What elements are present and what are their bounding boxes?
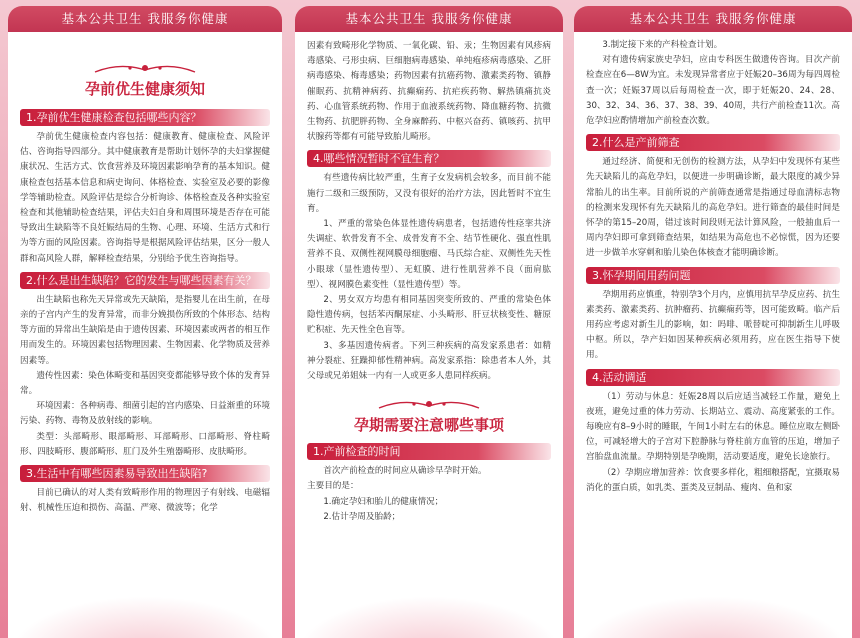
section-title <box>307 398 551 435</box>
section-heading: 4.哪些情况暂时不宜生育？ <box>307 150 551 167</box>
paragraph: 因素有致畸形化学物质、一氧化碳、铅、汞；生物因素有风疹病毒感染、弓形虫病、巨细胞病毒感染、单纯疱疹病毒感染、乙肝病毒感染、梅毒感染；药物因素有抗癌药物、激素类药物、镇静催眠药、抗精神病药、抗癫痫药、抗疟疾药物、解热镇痛抗炎药、心血管系统药物、作用于血液系统药物、降血糖药物、抗微生物药、抗肥胖药物、全身麻醉药、中枢兴奋药、镇咳药、抗甲状腺药等都有可能导致胎儿畸形。 <box>307 41 551 143</box>
paragraph: 通过经济、简便和无创伤的检测方法，从孕妇中发现怀有某些先天缺陷儿的高危孕妇，以便进一步明确诊断，最大限度的减少异常胎儿的出生率。目前所说的产前筛查通常是指通过母血清标志物的检测来发现怀有先天缺陷儿的高危孕妇。进行筛查的最佳时间是怀孕的第15–20周，错过该时间段则无法计算风险，一般抽血后一周内孕妇即可拿到筛查结果，如结果为高危也不必惊慌，因为还要进一步做羊水穿刺和胎儿染色体核查才能明确诊断。 <box>586 157 840 259</box>
paragraph: 孕前优生健康检查内容包括：健康教育、健康检查、风险评估、咨询指导四部分。其中健康教育是帮助计划怀孕的夫妇掌握健康状况、生活方式、饮食营养及环境因素影响孕育的基本知识。健康检查包括基本信息和病史询问、体格检查、实验室及必要的影像学等辅助检查。风险评估是综合分析询诊、体格检查及各种实验室检查和其他辅助检查结果，评估夫妇自身和周围环境是否存在可能导致出生缺陷等不良妊娠结局的生物、心理、环境、生活方式和行为等方面的风险因素。咨询指导是根据风险评估结果，区分一般人群和高风险人群，解释检查结果，分别给予优生咨询指导。 <box>20 132 270 264</box>
ornament-icon <box>85 62 205 76</box>
paragraph: 出生缺陷也称先天异常或先天缺陷，是指婴儿在出生前，在母亲的子宫内产生的发育异常，而非分娩损伤所致的个体形态、结构等方面的异常出生缺陷是由于遗传因素、环境因素或两者的相互作用而发生的。环境因素包括物理因素、生物因素、化学物质及营养因素等。 <box>20 294 270 366</box>
page-title <box>20 62 270 99</box>
paragraph: 目前已确认的对人类有致畸形作用的物理因子有射线、电磁辐射、机械性压迫和损伤、高温、严寒、微波等；化学 <box>20 488 270 514</box>
paragraph: 首次产前检查的时间应从确诊早孕时开始。 <box>323 466 487 477</box>
paragraph: 类型：头部畸形、眼部畸形、耳部畸形、口部畸形、脊柱畸形、四肢畸形、腹部畸形、肛门及外生殖器畸形、皮肤畸形。 <box>20 431 270 457</box>
paragraph: 环境因素：各种病毒、细菌引起的宫内感染、日益渐重的环境污染、药物、毒物及放射线的影响。 <box>20 401 270 427</box>
paragraph: 遗传性因素：染色体畸变和基因突变都能够导致个体的发育异常。 <box>20 370 270 397</box>
paragraph: （2）孕期应增加营养：饮食要多样化，粗细粮搭配，宜摄取易消化的蛋白质，如乳类、蛋类及豆制品、瘦肉、鱼和家 <box>586 467 840 493</box>
decorative-swirl <box>574 596 852 638</box>
paragraph: （1）劳动与休息：妊娠28周以后应适当减轻工作量，避免上夜班，避免过重的体力劳动、长期站立、震动、高度紧张的工作。每晚应有8–9小时的睡眠，午间1小时左右的休息。睡位应取左侧卧位，可减轻增大的子宫对下腔静脉与脊柱前方血管的压迫，增加子宫胎盘血流量。孕期特别是孕晚期，活动要适度，避免长途旅行。 <box>586 391 840 463</box>
paragraph: 3.制定接下来的产科检查计划。 <box>602 40 723 50</box>
ornament-icon <box>369 398 489 412</box>
title-text: 孕期需要注意哪些事项 <box>353 416 504 435</box>
title-text: 孕前优生健康须知 <box>84 80 205 98</box>
panel-header: 基本公共卫生 我服务你健康 <box>8 6 282 32</box>
panel-middle <box>295 6 563 638</box>
decorative-swirl <box>8 596 282 638</box>
paragraph: 1、严重的常染色体显性遗传病患者，包括遗传性痉挛共济失调症、软骨发育不全、成骨发育不全、结节性硬化、强直性肌营养不良、双侧性视网膜母细胞瘤、马氏综合症、双侧性先天性小眼球（显性遗传型）、无虹膜、进行性肌营养不良（面肩肱型）、视网膜色素变性（显性遗传型）等。 <box>307 219 551 290</box>
section-heading: 2.什么是产前筛查 <box>586 134 840 151</box>
paragraph: 对有遗传病家族史孕妇，应由专科医生做遗传咨询。目次产前检查应在6—8W为宜。未发现异常者应于妊娠20–36周为每四周检查一次；妊娠37周以后每周检查一次，即于妊娠20、24、28、30、32、34、36、37、38、39、40周，共行产前检查11次。高危孕妇应酌情增加产前检查次数。 <box>586 55 840 127</box>
panel-right <box>574 6 852 638</box>
section-heading: 3.怀孕期间用药问题 <box>586 267 840 284</box>
paragraph: 2、男女双方均患有相同基因突变所致的、严重的常染色体隐性遗传病，包括苯丙酮尿症、小头畸形、肝豆状核变性、糖原贮积症、先天性全色盲等。 <box>307 295 551 336</box>
paragraph: 有些遗传病比较严重，生育子女发病机会较多，而目前不能施行二级和三级预防，又没有很好的治疗方法，因此暂时不宜生育。 <box>307 173 551 214</box>
decorative-swirl <box>295 596 563 638</box>
paragraph: 3、多基因遗传病者。下列三种疾病的高发家系患者：如精神分裂症、狂躁抑郁性精神病。高发家系指：除患者本人外，其父母或兄弟姐妹一内有一人或更多人患同样疾病。 <box>307 340 551 382</box>
paragraph: 2.估计孕周及胎龄； <box>323 511 401 522</box>
section-heading: 1.孕前优生健康检查包括哪些内容？ <box>20 109 270 126</box>
section-heading: 3.生活中有哪些因素易导致出生缺陷? <box>20 465 270 482</box>
section-heading: 4.活动调适 <box>586 369 840 386</box>
panel-left <box>8 6 282 638</box>
section-heading: 2.什么是出生缺陷？它的发生与哪些因素有关？ <box>20 272 270 289</box>
paragraph: 孕期用药应慎重，特别孕3个月内，应慎用抗早孕反应药、抗生素类药、激素类药、抗肿瘤药、抗癫痫药等，因可能致畸。临产后用药应考虑对新生儿的影响，如：吗啡、哌替啶可抑制新生儿呼吸中枢。所以，孕产妇如因某种疾病必须用药，应在医生指导下使用。 <box>586 289 840 361</box>
panel-header: 基本公共卫生 我服务你健康 <box>295 6 563 32</box>
paragraph: 1.确定孕妇和胎儿的健康情况； <box>323 496 444 507</box>
paragraph: 主要目的是： <box>307 481 359 492</box>
panel-header: 基本公共卫生 我服务你健康 <box>574 6 852 32</box>
section-heading: 1.产前检查的时间 <box>307 443 551 460</box>
